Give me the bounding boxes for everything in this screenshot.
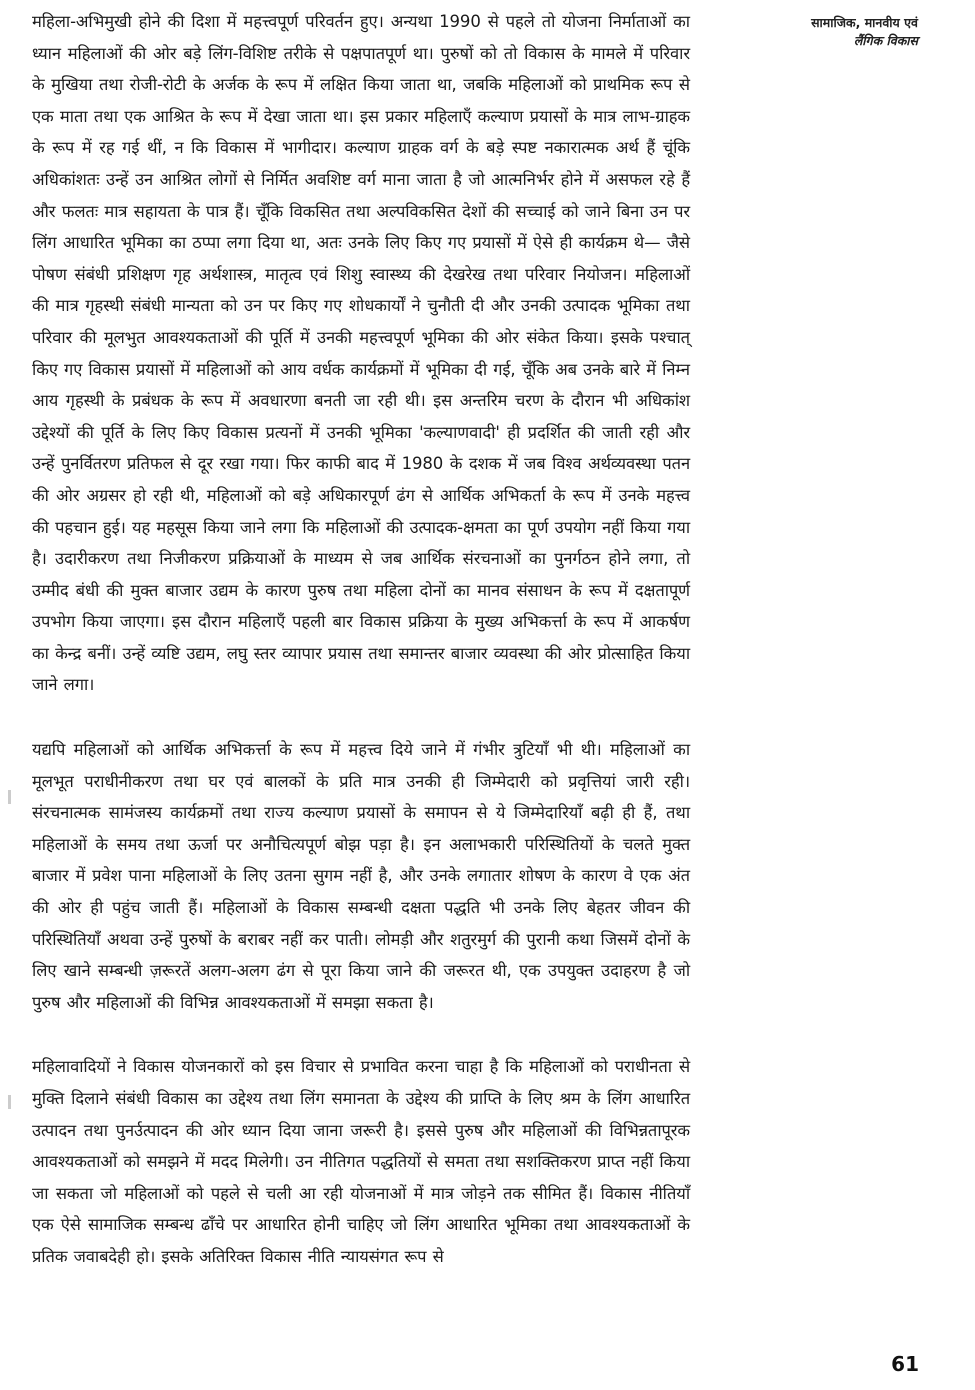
page-number: 61 (891, 1352, 919, 1376)
running-head-line-1: सामाजिक, मानवीय एवं (811, 15, 918, 30)
paragraph-2: यद्यपि महिलाओं को आर्थिक अभिकर्त्ता के रूप में महत्त्व दिये जाने में गंभीर त्रुटियाँ भी थी। महिलाओं का मूलभूत पराधीनीकरण तथा घर एवं बालकों के प्रति मात्र उनकी ही जिम्मेदारी को प्रवृत्तियां जारी रही। संरचनात्मक सामंजस्य कार्यक्रमों तथा राज्य कल्याण प्रयासों के समापन से ये जिम्मेदारियाँ बढ़ी ही हैं, तथा महिलाओं के समय तथा ऊर्जा पर अनौचित्यपूर्ण बोझ पड़ा है। इन अलाभकारी परिस्थितियों के चलते मुक्त बाजार में प्रवेश पाना महिलाओं के लिए उतना सुगम नहीं है, और उनके लगातार शोषण के कारण वे एक अंत की ओर ही पहुंच जाती हैं। महिलाओं के विकास सम्बन्धी दक्षता पद्धति भी उनके लिए बेहतर जीवन की परिस्थितियाँ अथवा उन्हें पुरुषों के बराबर नहीं कर पाती। लोमड़ी और शतुरमुर्ग की पुरानी कथा जिसमें दोनों के लिए खाने सम्बन्धी ज़रूरतें अलग-अलग ढंग से पूरा किया जाने की जरूरत थी, एक उपयुक्त उदाहरण है जो पुरुष और महिलाओं की विभिन्न आवश्यकताओं में समझा सकता है। (32, 740, 690, 1012)
body-text (32, 6, 690, 1273)
paragraph-1: महिला-अभिमुखी होने की दिशा में महत्त्वपूर्ण परिवर्तन हुए। अन्यथा 1990 से पहले तो योजना निर्माताओं का ध्यान महिलाओं की ओर बड़े लिंग-विशिष्ट तरीके से पक्षपातपूर्ण था। पुरुषों को तो विकास के मामले में परिवार के मुखिया तथा रोजी-रोटी के अर्जक के रूप में लक्षित किया जाता था, जबकि महिलाओं को प्राथमिक रूप से एक माता तथा एक आश्रित के रूप में देखा जाता था। इस प्रकार महिलाएँ कल्याण प्रयासों के मात्र लाभ-ग्राहक के रूप में रह गई थीं, न कि विकास में भागीदार। कल्याण ग्राहक वर्ग के बड़े स्पष्ट नकारात्मक अर्थ हैं चूंकि अधिकांशतः उन्हें उन आश्रित लोगों से निर्मित अवशिष्ट वर्ग माना जाता है जो आत्मनिर्भर होने में असफल रहे हैं और फलतः मात्र सहायता के पात्र हैं। चूँकि विकसित तथा अल्पविकसित देशों की सच्चाई को जाने बिना उन पर लिंग आधारित भूमिका का ठप्पा लगा दिया था, अतः उनके लिए किए गए प्रयासों में ऐसे ही कार्यक्रम थे— जैसे पोषण संबंधी प्रशिक्षण गृह अर्थशास्त्र, मातृत्व एवं शिशु स्वास्थ्य की देखरेख तथा परिवार नियोजन। महिलाओं की मात्र गृहस्थी संबंधी मान्यता को उन पर किए गए शोधकार्यों ने चुनौती दी और उनकी उत्पादक भूमिका तथा परिवार की मूलभुत आवश्यकताओं की पूर्ति में उनकी महत्त्वपूर्ण भूमिका की ओर संकेत किया। इसके पश्चात् किए गए विकास प्रयासों में महिलाओं को आय वर्धक कार्यक्रमों में भूमिका दी गई, चूँकि अब उनके बारे में निम्न आय गृहस्थी के प्रबंधक के रूप में अवधारणा बनती जा रही थी। इस अन्तरिम चरण के दौरान भी अधिकांश उद्देश्यों की पूर्ति के लिए किए विकास प्रत्यनों में उनकी भूमिका 'कल्याणवादी' ही प्रदर्शित की जाती रही और उन्हें पुनर्वितरण प्रतिफल से दूर रखा गया। फिर काफी बाद में 1980 के दशक में जब विश्व अर्थव्यवस्था पतन की ओर अग्रसर हो रही थी, महिलाओं को बड़े अधिकारपूर्ण ढंग से आर्थिक अभिकर्ता के रूप में उनके महत्त्व की पहचान हुई। यह महसूस किया जाने लगा कि महिलाओं की उत्पादक-क्षमता का पूर्ण उपयोग नहीं किया गया है। उदारीकरण तथा निजीकरण प्रक्रियाओं के माध्यम से जब आर्थिक संरचनाओं का पुनर्गठन होने लगा, तो उम्मीद बंधी की मुक्त बाजार उद्यम के कारण पुरुष तथा महिला दोनों का मानव संसाधन के रूप में दक्षतापूर्ण उपभोग किया जाएगा। इस दौरान महिलाएँ पहली बार विकास प्रक्रिया के मुख्य अभिकर्त्ता के रूप में आकर्षण का केन्द्र बनीं। उन्हें व्यष्टि उद्यम, लघु स्तर व्यापार प्रयास तथा समान्तर बाजार व्यवस्था की ओर प्रोत्साहित किया जाने लगा। (32, 12, 690, 695)
scan-margin-mark (8, 790, 11, 804)
scan-margin-mark (8, 1095, 11, 1109)
paragraph-3: महिलावादियों ने विकास योजनकारों को इस विचार से प्रभावित करना चाहा है कि महिलाओं को पराधीनता से मुक्ति दिलाने संबंधी विकास का उद्देश्य तथा लिंग समानता के उद्देश्य की प्राप्ति के लिए श्रम के लिंग आधारित उत्पादन तथा पुनर्उत्पादन की ओर ध्यान दिया जाना जरूरी है। इससे पुरुष और महिलाओं की विभिन्नतापूरक आवश्यकताओं को समझने में मदद मिलेगी। उन नीतिगत पद्धतियों से समता तथा सशक्तिकरण प्राप्त नहीं किया जा सकता जो महिलाओं को पहले से चली आ रही योजनाओं में मात्र जोड़ने तक सीमित हैं। विकास नीतियाँ एक ऐसे सामाजिक सम्बन्ध ढाँचे पर आधारित होनी चाहिए जो लिंग आधारित भूमिका तथा आवश्यकताओं के प्रतिक जवाबदेही हो। इसके अतिरिक्त विकास नीति न्यायसंगत रूप से (32, 1057, 690, 1266)
running-head (760, 14, 918, 50)
running-head-line-2: लैंगिक विकास (853, 33, 918, 48)
